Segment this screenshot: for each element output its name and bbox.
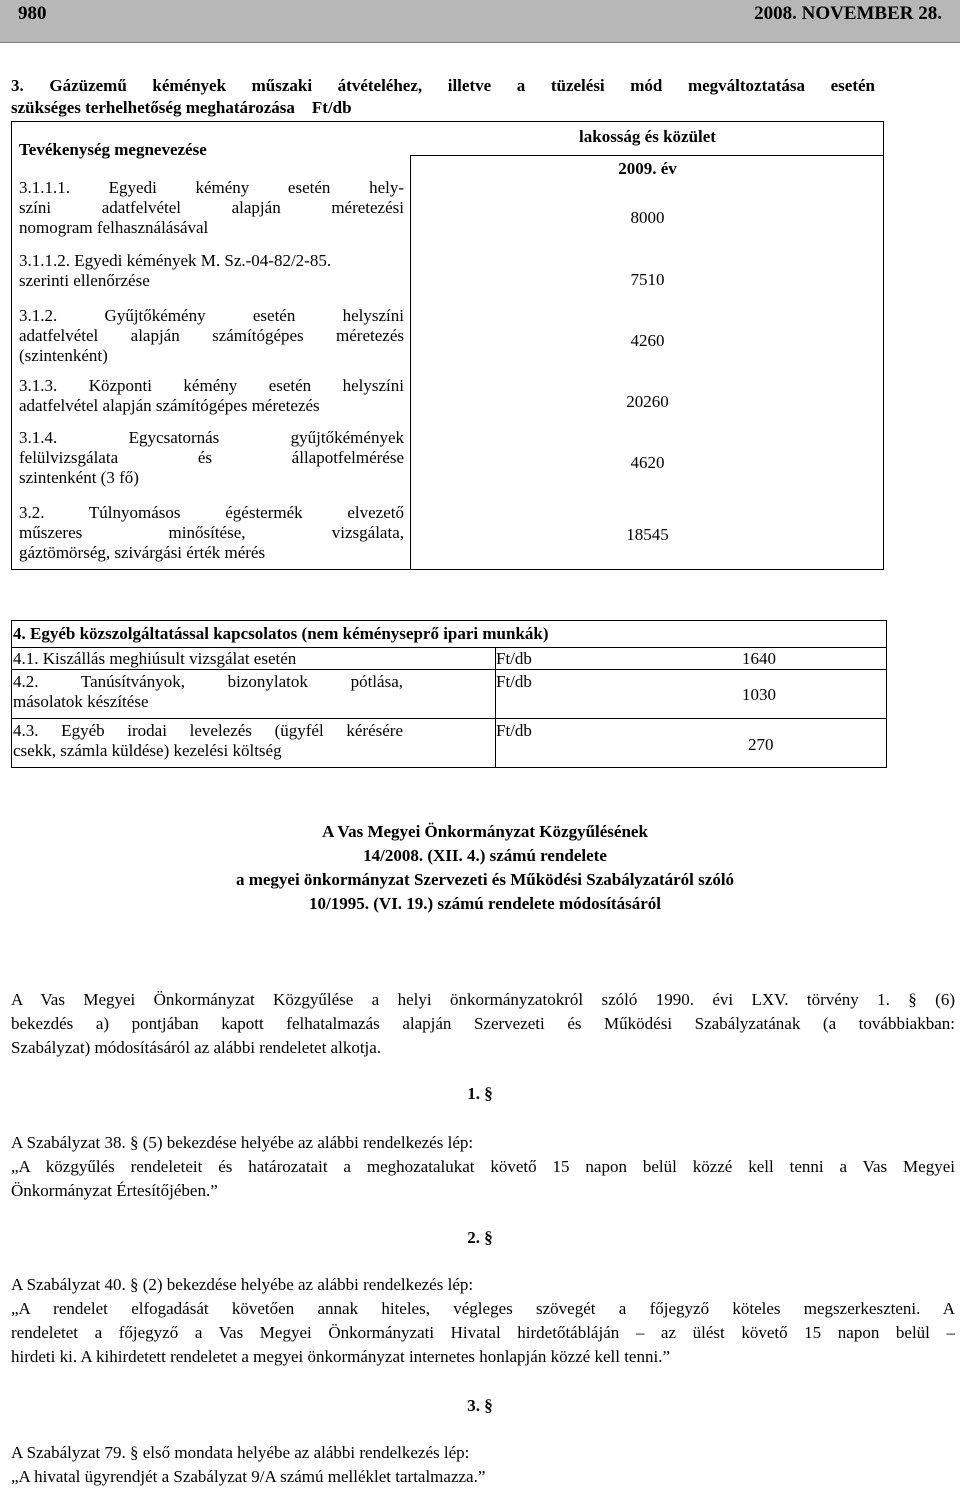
table-row-value: 270 xyxy=(748,735,774,754)
paragraph-body: A Szabályzat 40. § (2) bekezdése helyébe az alábbi rendelkezés lép: „A rendelet elfogadását követően annak hiteles, végleges szövegét a főjegyző köteles megszerkeszteni. A rendeletet a főjegyző a Vas Megyei Önkormányzati Hivatal hirdetőtábláján – az ülést követő 15 napon belül – hirdeti ki. A kihirdetett rendeletet a megyei önkormányzat internetes honlapján közzé kell tenni.” xyxy=(11,1275,955,1366)
table-row-unit: Ft/db xyxy=(496,649,532,668)
table-row-label: 4.2. Tanúsítványok, bizonylatok pótlása, másolatok készítése xyxy=(13,672,403,711)
section4-title: 4. Egyéb közszolgáltatással kapcsolatos (nem kéményseprő ipari munkák) xyxy=(13,624,549,643)
table-cell-value: 18545 xyxy=(626,525,669,544)
table-row-value: 1640 xyxy=(742,649,776,668)
col-header-group: lakosság és közület xyxy=(579,127,716,146)
paragraph-heading: 3. § xyxy=(467,1396,493,1415)
col-header-activity: Tevékenység megnevezése xyxy=(19,140,207,159)
table-row: 3.2. Túlnyomásos égéstermék elvezető műszeres minősítése, vizsgálata, gáztömörség, szivárgási érték mérés xyxy=(19,503,404,562)
table-row: 3.1.2. Gyűjtőkémény esetén helyszíni adatfelvétel alapján számítógépes méretezés (szintenként) xyxy=(19,306,404,365)
table-cell-value: 8000 xyxy=(630,208,665,227)
table-cell-value: 7510 xyxy=(630,270,665,289)
table-row: 3.1.1.1. Egyedi kémény esetén hely- színi adatfelvétel alapján méretezési nomogram felhasználásával xyxy=(19,178,404,237)
table-row: 3.1.4. Egycsatornás gyűjtőkémények felülvizsgálata és állapotfelmérése szintenként (3 fő) xyxy=(19,428,404,487)
paragraph-heading: 2. § xyxy=(467,1228,493,1247)
section3-title-line2: szükséges terhelhetőség meghatározása Ft/db xyxy=(11,98,352,117)
table-cell-value: 20260 xyxy=(626,392,669,411)
table-row-label: 4.3. Egyéb irodai levelezés (ügyfél kérésére csekk, számla küldése) kezelési költség xyxy=(13,721,403,760)
table-row-label: 4.1. Kiszállás meghiúsult vizsgálat esetén xyxy=(13,649,297,668)
fee-table-gas-chimneys xyxy=(11,121,884,570)
table-row-value: 1030 xyxy=(742,685,776,704)
page-number: 980 xyxy=(18,3,47,24)
section3-title-line1: 3. Gázüzemű kémények műszaki átvételéhez, illetve a tüzelési mód megváltoztatása esetén xyxy=(11,76,875,95)
table-divider xyxy=(410,155,883,156)
paragraph-body: A Szabályzat 79. § első mondata helyébe az alábbi rendelkezés lép: „A hivatal ügyrendjét a Szabályzat 9/A számú melléklet tartalmazza.” xyxy=(11,1443,486,1486)
paragraph-body: A Szabályzat 38. § (5) bekezdése helyébe az alábbi rendelkezés lép: „A közgyűlés rendeleteit és határozatait a meghozatalukat követő 15 napon belül közzé kell tenni a Vas Megyei Önkormányzat Értesítőjében.” xyxy=(11,1133,955,1200)
table-row-unit: Ft/db xyxy=(496,672,532,691)
fee-table-other-services xyxy=(11,620,887,768)
decree-title: A Vas Megyei Önkormányzat Közgyűlésének 14/2008. (XII. 4.) számú rendelete a megyei önkormányzat Szervezeti és Működési Szabályzatáról szóló 10/1995. (VI. 19.) számú rendelete módosításáról xyxy=(235,822,735,913)
header-date: 2008. NOVEMBER 28. xyxy=(754,3,942,24)
col-header-year: 2009. év xyxy=(618,159,677,178)
table-row-unit: Ft/db xyxy=(496,721,532,740)
table-cell-value: 4260 xyxy=(630,331,665,350)
table-row: 3.1.3. Központi kémény esetén helyszíni adatfelvétel alapján számítógépes méretezés xyxy=(19,376,404,415)
table-cell-value: 4620 xyxy=(630,453,665,472)
decree-preamble: A Vas Megyei Önkormányzat Közgyűlése a helyi önkormányzatokról szóló 1990. évi LXV. törvény 1. § (6) bekezdés a) pontjában kapott felhatalmazás alapján Szervezeti és Működési Szabályzatának (a továbbiakban: Szabályzat) módosításáról az alábbi rendeletet alkotja. xyxy=(11,990,955,1057)
page-header xyxy=(0,0,960,43)
table-row: 3.1.1.2. Egyedi kémények M. Sz.-04-82/2-85. szerinti ellenőrzése xyxy=(19,251,332,290)
paragraph-heading: 1. § xyxy=(467,1084,493,1103)
